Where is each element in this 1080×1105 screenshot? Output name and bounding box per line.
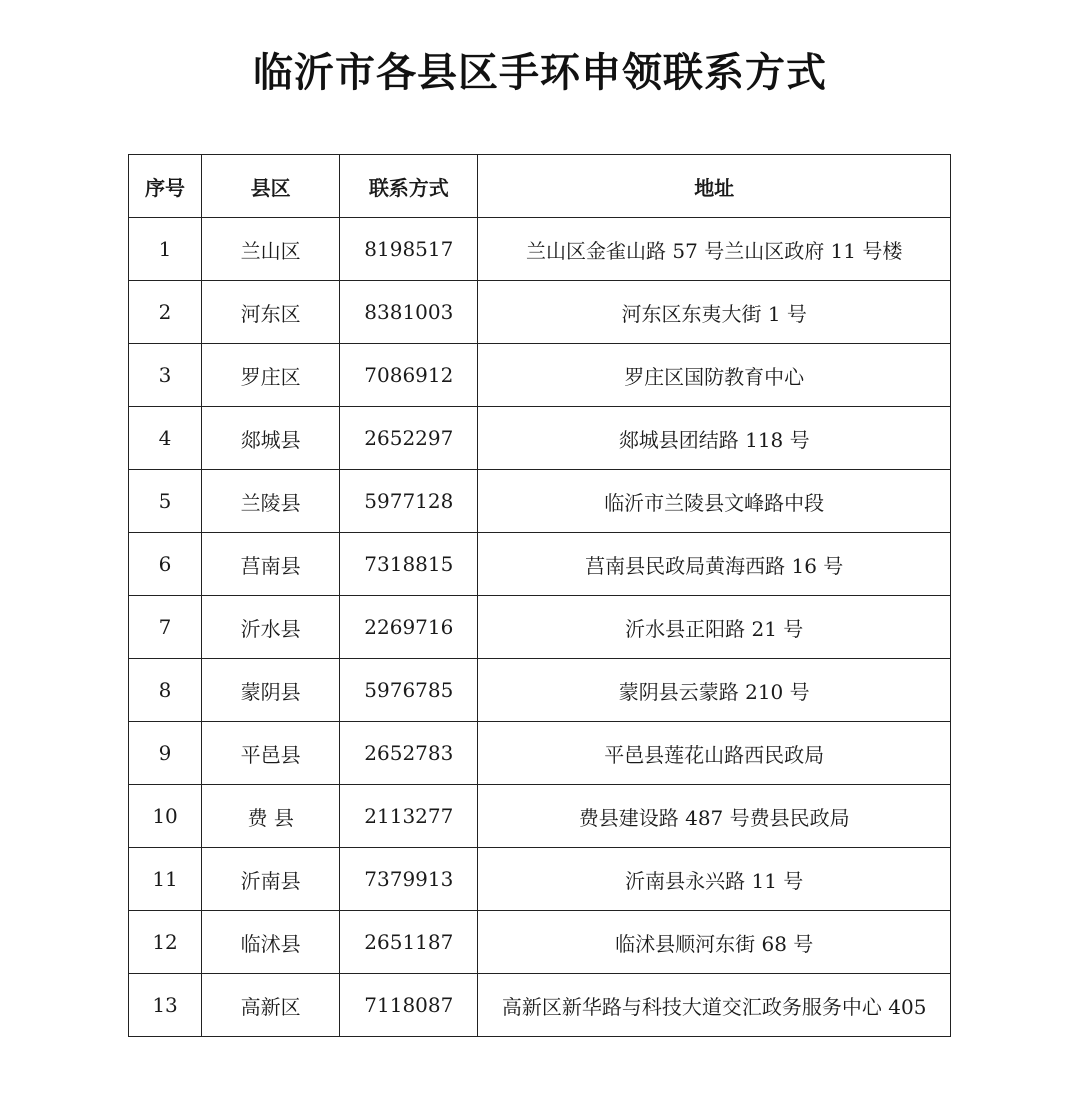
cell-address: 费县建设路 487 号费县民政局 (478, 785, 951, 848)
cell-county: 蒙阴县 (202, 659, 340, 722)
cell-phone: 7318815 (340, 533, 478, 596)
table-row (129, 848, 951, 911)
cell-address: 沂水县正阳路 21 号 (478, 596, 951, 659)
cell-phone: 7118087 (340, 974, 478, 1037)
cell-phone: 2651187 (340, 911, 478, 974)
table-header-row (129, 155, 951, 218)
cell-address: 郯城县团结路 118 号 (478, 407, 951, 470)
cell-address: 河东区东夷大街 1 号 (478, 281, 951, 344)
cell-county: 郯城县 (202, 407, 340, 470)
cell-phone: 2113277 (340, 785, 478, 848)
cell-county: 兰山区 (202, 218, 340, 281)
cell-phone: 8198517 (340, 218, 478, 281)
cell-phone: 8381003 (340, 281, 478, 344)
cell-serial-number: 3 (129, 344, 202, 407)
cell-serial-number: 4 (129, 407, 202, 470)
table-row (129, 218, 951, 281)
cell-county: 罗庄区 (202, 344, 340, 407)
table-row (129, 596, 951, 659)
table-row (129, 281, 951, 344)
cell-serial-number: 12 (129, 911, 202, 974)
header-county: 县区 (202, 155, 340, 218)
cell-serial-number: 9 (129, 722, 202, 785)
table-row (129, 344, 951, 407)
table-row (129, 911, 951, 974)
cell-phone: 2269716 (340, 596, 478, 659)
cell-address: 罗庄区国防教育中心 (478, 344, 951, 407)
cell-county: 平邑县 (202, 722, 340, 785)
table-row (129, 659, 951, 722)
contact-table (128, 154, 951, 1037)
table-row (129, 407, 951, 470)
cell-serial-number: 2 (129, 281, 202, 344)
table-row (129, 785, 951, 848)
table-row (129, 974, 951, 1037)
cell-county: 高新区 (202, 974, 340, 1037)
cell-phone: 7379913 (340, 848, 478, 911)
cell-serial-number: 13 (129, 974, 202, 1037)
table-row (129, 722, 951, 785)
cell-serial-number: 11 (129, 848, 202, 911)
cell-county: 莒南县 (202, 533, 340, 596)
cell-address: 莒南县民政局黄海西路 16 号 (478, 533, 951, 596)
cell-county: 河东区 (202, 281, 340, 344)
cell-phone: 5976785 (340, 659, 478, 722)
header-contact: 联系方式 (340, 155, 478, 218)
cell-address: 高新区新华路与科技大道交汇政务服务中心 405 (478, 974, 951, 1037)
header-serial-number: 序号 (129, 155, 202, 218)
page-title: 临沂市各县区手环申领联系方式 (253, 50, 827, 96)
cell-county: 沂水县 (202, 596, 340, 659)
cell-serial-number: 6 (129, 533, 202, 596)
cell-address: 沂南县永兴路 11 号 (478, 848, 951, 911)
cell-phone: 7086912 (340, 344, 478, 407)
cell-address: 兰山区金雀山路 57 号兰山区政府 11 号楼 (478, 218, 951, 281)
cell-address: 临沭县顺河东街 68 号 (478, 911, 951, 974)
header-address: 地址 (478, 155, 951, 218)
cell-phone: 2652297 (340, 407, 478, 470)
cell-county: 兰陵县 (202, 470, 340, 533)
table-row (129, 533, 951, 596)
cell-address: 平邑县莲花山路西民政局 (478, 722, 951, 785)
cell-serial-number: 5 (129, 470, 202, 533)
cell-county: 费 县 (202, 785, 340, 848)
cell-phone: 5977128 (340, 470, 478, 533)
cell-serial-number: 8 (129, 659, 202, 722)
cell-address: 蒙阴县云蒙路 210 号 (478, 659, 951, 722)
cell-county: 沂南县 (202, 848, 340, 911)
cell-serial-number: 1 (129, 218, 202, 281)
cell-county: 临沭县 (202, 911, 340, 974)
table-row (129, 470, 951, 533)
cell-serial-number: 7 (129, 596, 202, 659)
cell-address: 临沂市兰陵县文峰路中段 (478, 470, 951, 533)
cell-phone: 2652783 (340, 722, 478, 785)
cell-serial-number: 10 (129, 785, 202, 848)
